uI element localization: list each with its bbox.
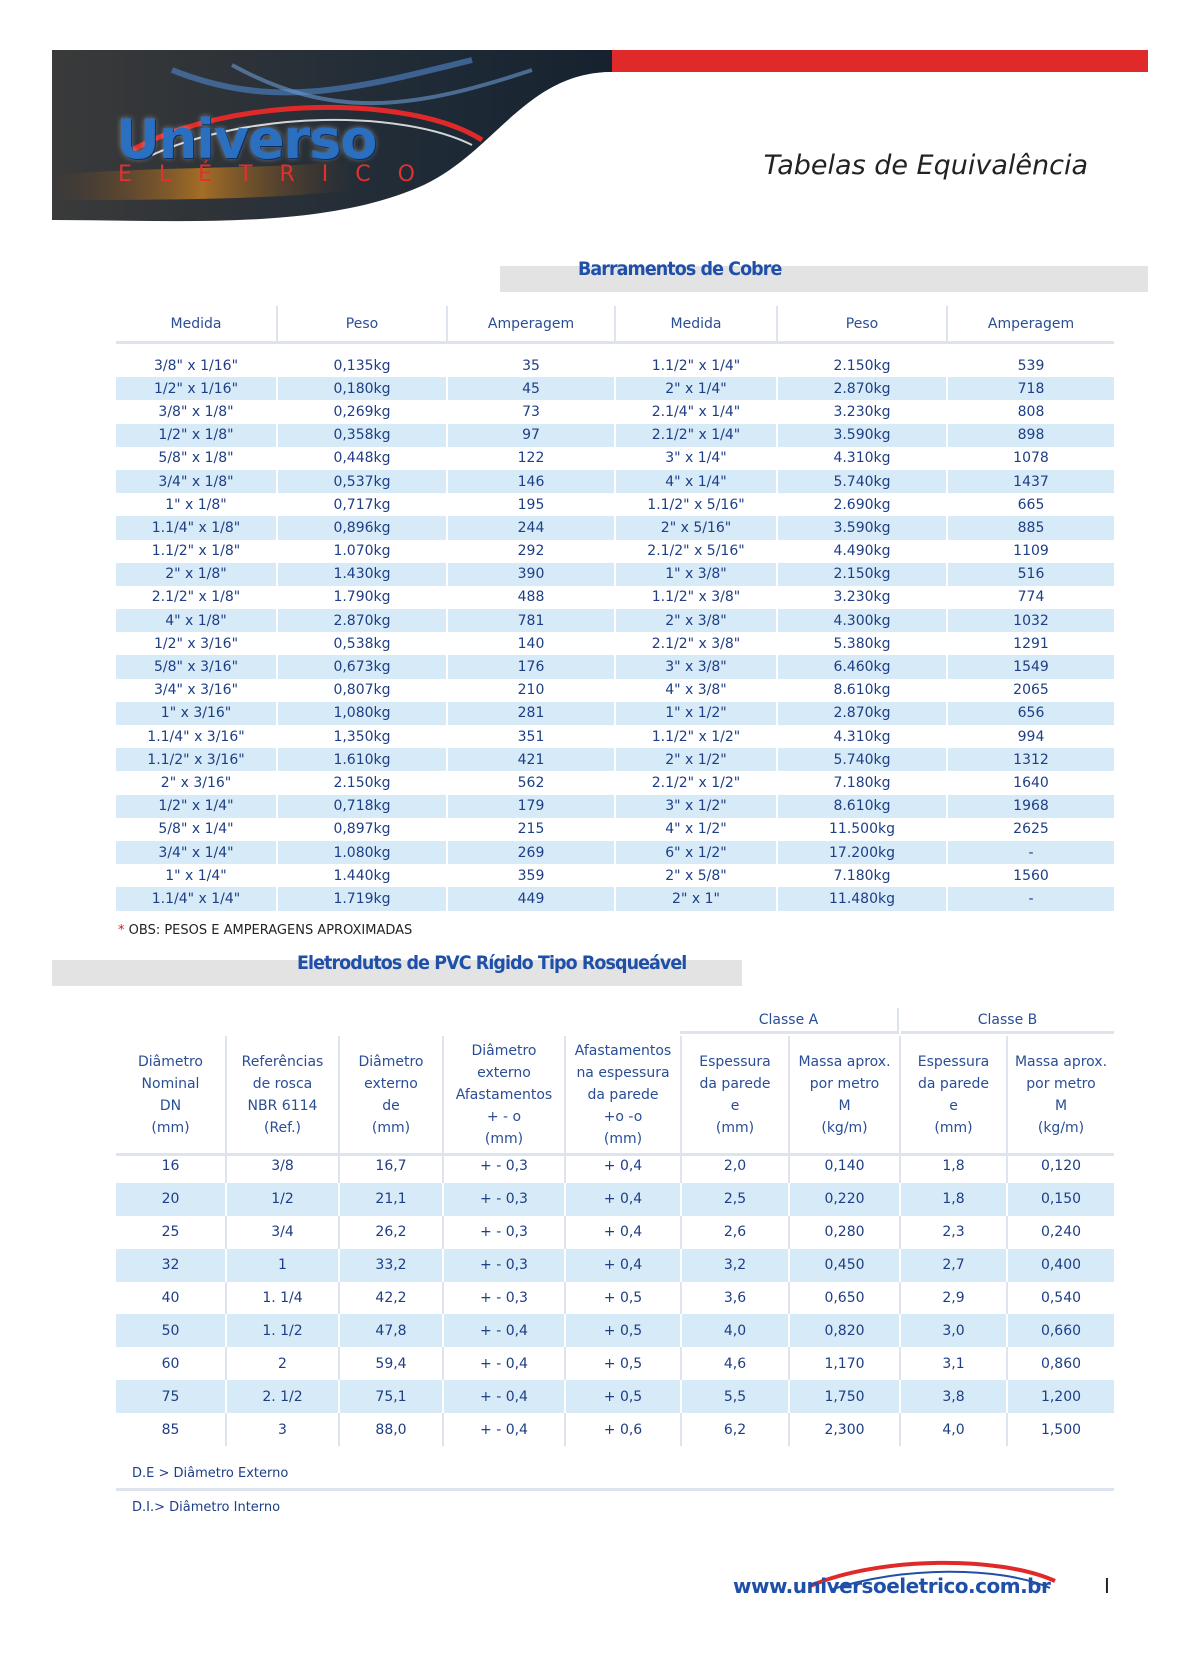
table-cell: 1" x 3/16" xyxy=(116,702,278,725)
header-cell: Amperagem xyxy=(448,306,616,341)
table-cell: 0,718kg xyxy=(278,795,448,818)
table-cell: 2.870kg xyxy=(278,609,448,632)
table-cell: 390 xyxy=(448,563,616,586)
table-cell: 140 xyxy=(448,632,616,655)
table-cell: 4.310kg xyxy=(778,447,948,470)
table-cell: 4.310kg xyxy=(778,725,948,748)
table-cell: 59,4 xyxy=(340,1347,444,1380)
table-row xyxy=(116,1347,1114,1380)
table-cell: 11.480kg xyxy=(778,887,948,910)
note-di: D.I.> Diâmetro Interno xyxy=(132,1500,281,1515)
table-cell: 994 xyxy=(1017,728,1045,745)
table-row xyxy=(116,516,1114,539)
table-cell: 2" x 1/8" xyxy=(116,563,278,586)
table-cell: 2.1/2" x 1/2" xyxy=(616,771,778,794)
table-cell: 1/2" x 1/8" xyxy=(116,424,278,447)
table-cell: 0,140 xyxy=(790,1150,901,1183)
table-cell: 21,1 xyxy=(340,1183,444,1216)
header-cell: Referências de rosca NBR 6114 (Ref.) xyxy=(227,1036,340,1153)
table-cell: 3,1 xyxy=(901,1347,1008,1380)
table-cell: 40 xyxy=(116,1282,227,1315)
table-cell: 516 xyxy=(1017,566,1045,583)
table-cell: 6.460kg xyxy=(778,655,948,678)
table-cell: 1/2" x 1/4" xyxy=(116,795,278,818)
table-cell: + - 0,3 xyxy=(444,1249,566,1282)
table-cell: 2. 1/2 xyxy=(227,1380,340,1413)
table-cell: 1.790kg xyxy=(278,586,448,609)
table-cell: 1.1/2" x 3/16" xyxy=(116,748,278,771)
table-cell: 3/4" x 3/16" xyxy=(116,679,278,702)
table-cell: 2.1/2" x 3/8" xyxy=(616,632,778,655)
table-cell: 2.150kg xyxy=(778,563,948,586)
table-cell: 2.1/4" x 1/4" xyxy=(616,400,778,423)
table-cell: 4.300kg xyxy=(778,609,948,632)
table-cell: 2,9 xyxy=(901,1282,1008,1315)
table-cell: 1.070kg xyxy=(278,540,448,563)
table-cell: + - 0,3 xyxy=(444,1216,566,1249)
table-cell: 1,170 xyxy=(790,1347,901,1380)
table-row xyxy=(116,609,1114,632)
table-cell: 1 xyxy=(227,1249,340,1282)
table-cell: 1437 xyxy=(1013,473,1049,490)
table-cell: 281 xyxy=(448,702,616,725)
table-row xyxy=(116,1282,1114,1315)
table-row xyxy=(116,841,1114,864)
table-cell: 16,7 xyxy=(340,1150,444,1183)
table-cell: 25 xyxy=(116,1216,227,1249)
table-cell: 0,240 xyxy=(1040,1224,1082,1241)
table-cell: + 0,6 xyxy=(566,1413,682,1446)
table-cell: 0,358kg xyxy=(278,424,448,447)
table-cell: 244 xyxy=(448,516,616,539)
table-cell: 5/8" x 1/4" xyxy=(116,818,278,841)
table-cell: 2625 xyxy=(1013,821,1049,838)
website-link[interactable]: www.universoeletrico.com.br xyxy=(733,1574,1051,1598)
table-cell: 1.1/4" x 1/8" xyxy=(116,516,278,539)
table-cell: 122 xyxy=(448,447,616,470)
table-cell: 2" x 3/8" xyxy=(616,609,778,632)
obs-asterisk: * xyxy=(118,923,125,938)
table-cell: 4" x 1/2" xyxy=(616,818,778,841)
table-cell: 210 xyxy=(448,679,616,702)
table-cell: 421 xyxy=(448,748,616,771)
table-row xyxy=(116,586,1114,609)
table-row xyxy=(116,1183,1114,1216)
table-cell: 33,2 xyxy=(340,1249,444,1282)
page-title: Tabelas de Equivalência xyxy=(763,150,1088,181)
table-cell: 5.380kg xyxy=(778,632,948,655)
table-cell: 539 xyxy=(1017,357,1045,374)
table-cell: + 0,5 xyxy=(566,1347,682,1380)
table-cell: 1.1/2" x 1/8" xyxy=(116,540,278,563)
table-cell: 2065 xyxy=(1013,682,1049,699)
copper-busbar-table xyxy=(116,306,1114,911)
table-cell: 1.1/2" x 1/2" xyxy=(616,725,778,748)
table-cell: 16 xyxy=(116,1150,227,1183)
section1-title: Barramentos de Cobre xyxy=(578,258,782,280)
table-row xyxy=(116,818,1114,841)
table-cell: 1,350kg xyxy=(278,725,448,748)
table-cell: 2,300 xyxy=(790,1413,901,1446)
table-cell: 7.180kg xyxy=(778,864,948,887)
table-cell: 32 xyxy=(116,1249,227,1282)
table-cell: 215 xyxy=(448,818,616,841)
header-cell: Peso xyxy=(778,306,948,341)
table-cell: 7.180kg xyxy=(778,771,948,794)
table-cell: 0,650 xyxy=(790,1282,901,1315)
table-cell: 1109 xyxy=(1013,543,1049,560)
table-cell: 8.610kg xyxy=(778,679,948,702)
table-cell: 3/4" x 1/4" xyxy=(116,841,278,864)
table-cell: - xyxy=(1028,844,1034,861)
table-cell: 2" x 1/2" xyxy=(616,748,778,771)
table-row xyxy=(116,563,1114,586)
table-cell: 4,0 xyxy=(682,1314,790,1347)
header-cell: Medida xyxy=(616,306,778,341)
table-cell: 1640 xyxy=(1013,774,1049,791)
table-cell: 1.1/2" x 3/8" xyxy=(616,586,778,609)
table-cell: 4" x 3/8" xyxy=(616,679,778,702)
table-cell: 4" x 1/4" xyxy=(616,470,778,493)
table-cell: 1.610kg xyxy=(278,748,448,771)
table-cell: 0,450 xyxy=(790,1249,901,1282)
table-row xyxy=(116,400,1114,423)
table-cell: 1,8 xyxy=(901,1183,1008,1216)
table-row xyxy=(116,887,1114,910)
table-cell: 1. 1/2 xyxy=(227,1314,340,1347)
table-cell: 0,448kg xyxy=(278,447,448,470)
table-cell: 5/8" x 1/8" xyxy=(116,447,278,470)
table-cell: 2.1/2" x 1/8" xyxy=(116,586,278,609)
table-cell: 45 xyxy=(448,377,616,400)
table-row xyxy=(116,632,1114,655)
page-number: I xyxy=(1104,1574,1110,1598)
table-cell: 1" x 3/8" xyxy=(616,563,778,586)
table-cell: 42,2 xyxy=(340,1282,444,1315)
table-cell: 1.1/2" x 5/16" xyxy=(616,493,778,516)
table-cell: + 0,4 xyxy=(566,1183,682,1216)
table-cell: 195 xyxy=(448,493,616,516)
table-cell: 1032 xyxy=(1013,612,1049,629)
table-row xyxy=(116,354,1114,377)
table-cell: 88,0 xyxy=(340,1413,444,1446)
table-cell: 1312 xyxy=(1013,751,1049,768)
table-cell: 4" x 1/8" xyxy=(116,609,278,632)
table-body xyxy=(116,1150,1114,1446)
table-cell: 3/8" x 1/16" xyxy=(116,354,278,377)
table-cell: 5,5 xyxy=(682,1380,790,1413)
table-cell: 0,820 xyxy=(790,1314,901,1347)
table-row xyxy=(116,1380,1114,1413)
table-cell: 449 xyxy=(448,887,616,910)
table-cell: 73 xyxy=(448,400,616,423)
table-cell: 1/2" x 3/16" xyxy=(116,632,278,655)
table-cell: 2" x 3/16" xyxy=(116,771,278,794)
table-cell: 50 xyxy=(116,1314,227,1347)
table-cell: 3.230kg xyxy=(778,400,948,423)
table-cell: 0,150 xyxy=(1040,1191,1082,1208)
header-cell: Massa aprox. por metro M (kg/m) xyxy=(790,1036,901,1153)
table-cell: 3.230kg xyxy=(778,586,948,609)
table-cell: 808 xyxy=(1017,403,1045,420)
table-row xyxy=(116,679,1114,702)
table-cell: 3 xyxy=(227,1413,340,1446)
table-cell: 1.1/2" x 1/4" xyxy=(616,354,778,377)
table-cell: 656 xyxy=(1017,705,1045,722)
table-cell: 3/4" x 1/8" xyxy=(116,470,278,493)
table-body xyxy=(116,354,1114,911)
table-cell: 1291 xyxy=(1013,635,1049,652)
header-cell: Diâmetro externo Afastamentos + - o (mm) xyxy=(444,1036,566,1153)
table-cell: + 0,5 xyxy=(566,1380,682,1413)
table-row xyxy=(116,771,1114,794)
table-cell: 3,8 xyxy=(901,1380,1008,1413)
table-cell: 488 xyxy=(448,586,616,609)
group-header-classe-b: Classe B xyxy=(901,1008,1114,1034)
table-cell: 2,5 xyxy=(682,1183,790,1216)
header-cell: Espessura da parede e (mm) xyxy=(901,1036,1008,1153)
table-cell: 6,2 xyxy=(682,1413,790,1446)
table-cell: 1560 xyxy=(1013,867,1049,884)
table-cell: 1968 xyxy=(1013,798,1049,815)
table-row xyxy=(116,702,1114,725)
obs-note xyxy=(118,923,412,938)
table-row xyxy=(116,795,1114,818)
table-cell: 1549 xyxy=(1013,659,1049,676)
table-cell: 3.590kg xyxy=(778,516,948,539)
header-cell: Diâmetro Nominal DN (mm) xyxy=(116,1036,227,1153)
table-cell: + 0,4 xyxy=(566,1249,682,1282)
table-cell: 2.150kg xyxy=(278,771,448,794)
table-cell: + 0,5 xyxy=(566,1282,682,1315)
table-cell: 1,080kg xyxy=(278,702,448,725)
table-cell: 1" x 1/2" xyxy=(616,702,778,725)
table-cell: 5.740kg xyxy=(778,748,948,771)
table-cell: 3" x 3/8" xyxy=(616,655,778,678)
table-cell: 26,2 xyxy=(340,1216,444,1249)
table-cell: 4,0 xyxy=(901,1413,1008,1446)
table-cell: 898 xyxy=(1017,427,1045,444)
table-cell: 3.590kg xyxy=(778,424,948,447)
table-row xyxy=(116,725,1114,748)
table-cell: 0,120 xyxy=(1040,1158,1082,1175)
table-row xyxy=(116,1216,1114,1249)
table-cell: 47,8 xyxy=(340,1314,444,1347)
table-cell: 1" x 1/4" xyxy=(116,864,278,887)
table-cell: 17.200kg xyxy=(778,841,948,864)
table-row xyxy=(116,1314,1114,1347)
table-cell: 1.440kg xyxy=(278,864,448,887)
table-cell: 1/2 xyxy=(227,1183,340,1216)
table-cell: 0,660 xyxy=(1040,1322,1082,1339)
header-cell: Diâmetro externo de (mm) xyxy=(340,1036,444,1153)
table-cell: 5/8" x 3/16" xyxy=(116,655,278,678)
table-cell: + - 0,3 xyxy=(444,1282,566,1315)
table-cell: 2.150kg xyxy=(778,354,948,377)
table-cell: 60 xyxy=(116,1347,227,1380)
table-cell: 0,135kg xyxy=(278,354,448,377)
table-row xyxy=(116,748,1114,771)
header-cell: Peso xyxy=(278,306,448,341)
table-cell: 75 xyxy=(116,1380,227,1413)
table-row xyxy=(116,1413,1114,1446)
section2-title: Eletrodutos de PVC Rígido Tipo Rosqueável xyxy=(297,952,687,974)
table-row xyxy=(116,424,1114,447)
table-cell: 269 xyxy=(448,841,616,864)
table-row xyxy=(116,540,1114,563)
table-row xyxy=(116,470,1114,493)
table-cell: 3" x 1/2" xyxy=(616,795,778,818)
table-cell: 1078 xyxy=(1013,450,1049,467)
table-cell: 1.1/4" x 3/16" xyxy=(116,725,278,748)
table-cell: + - 0,4 xyxy=(444,1380,566,1413)
table-cell: 292 xyxy=(448,540,616,563)
table-cell: 20 xyxy=(116,1183,227,1216)
table-cell: 2" x 5/16" xyxy=(616,516,778,539)
table-cell: 2.690kg xyxy=(778,493,948,516)
table-cell: 718 xyxy=(1017,380,1045,397)
table-row xyxy=(116,1150,1114,1183)
table-row xyxy=(116,1249,1114,1282)
table-cell: 1,200 xyxy=(1040,1388,1082,1405)
table-cell: 11.500kg xyxy=(778,818,948,841)
table-row xyxy=(116,864,1114,887)
table-cell: 0,220 xyxy=(790,1183,901,1216)
table-cell: - xyxy=(1028,890,1034,907)
table-cell: 0,860 xyxy=(1040,1355,1082,1372)
header-cell: Medida xyxy=(116,306,278,341)
table-cell: 1.1/4" x 1/4" xyxy=(116,887,278,910)
table-row xyxy=(116,377,1114,400)
table-cell: 1.080kg xyxy=(278,841,448,864)
table-cell: 2,6 xyxy=(682,1216,790,1249)
notes xyxy=(116,1458,1114,1524)
table-cell: 3,0 xyxy=(901,1314,1008,1347)
table-cell: 0,673kg xyxy=(278,655,448,678)
table-cell: 2,7 xyxy=(901,1249,1008,1282)
table-cell: 75,1 xyxy=(340,1380,444,1413)
table-cell: 2,3 xyxy=(901,1216,1008,1249)
table-cell: 2,0 xyxy=(682,1150,790,1183)
table-cell: 2.870kg xyxy=(778,702,948,725)
table-cell: 176 xyxy=(448,655,616,678)
table-cell: 6" x 1/2" xyxy=(616,841,778,864)
header-cell: Espessura da parede e (mm) xyxy=(682,1036,790,1153)
table-cell: 0,717kg xyxy=(278,493,448,516)
table-cell: 2.1/2" x 5/16" xyxy=(616,540,778,563)
table-cell: 562 xyxy=(448,771,616,794)
table-cell: + - 0,4 xyxy=(444,1347,566,1380)
table-cell: 0,180kg xyxy=(278,377,448,400)
table-cell: 351 xyxy=(448,725,616,748)
table-cell: + 0,5 xyxy=(566,1314,682,1347)
table-cell: 1,750 xyxy=(790,1380,901,1413)
header-cell: Amperagem xyxy=(987,315,1075,332)
group-header-classe-a: Classe A xyxy=(680,1008,899,1034)
table-cell: 97 xyxy=(448,424,616,447)
table-cell: 0,807kg xyxy=(278,679,448,702)
brand-subtitle: ELÉTRICO xyxy=(118,162,442,187)
table-cell: 3" x 1/4" xyxy=(616,447,778,470)
table-cell: 35 xyxy=(448,354,616,377)
table-header xyxy=(116,306,1114,344)
table-cell: 2" x 1/4" xyxy=(616,377,778,400)
table-cell: 0,896kg xyxy=(278,516,448,539)
header-cell: Massa aprox. por metro M (kg/m) xyxy=(1014,1053,1108,1136)
table-cell: 0,540 xyxy=(1040,1290,1082,1306)
obs-text: OBS: PESOS E AMPERAGENS APROXIMADAS xyxy=(128,923,413,938)
table-cell: + 0,4 xyxy=(566,1150,682,1183)
table-cell: 1,8 xyxy=(901,1150,1008,1183)
table-cell: 1" x 1/8" xyxy=(116,493,278,516)
table-cell: 146 xyxy=(448,470,616,493)
table-cell: 8.610kg xyxy=(778,795,948,818)
table-cell: 2" x 5/8" xyxy=(616,864,778,887)
table-cell: 774 xyxy=(1017,589,1045,606)
table-cell: 4.490kg xyxy=(778,540,948,563)
table-cell: 2.870kg xyxy=(778,377,948,400)
table-cell: 665 xyxy=(1017,496,1045,513)
table-row xyxy=(116,447,1114,470)
table-cell: 1.430kg xyxy=(278,563,448,586)
page-header xyxy=(52,50,1148,240)
table-cell: + - 0,3 xyxy=(444,1183,566,1216)
table-cell: 1.719kg xyxy=(278,887,448,910)
table-cell: 0,538kg xyxy=(278,632,448,655)
header-cell: Afastamentos na espessura da parede +o -o (mm) xyxy=(566,1036,682,1153)
table-cell: 359 xyxy=(448,864,616,887)
table-cell: 781 xyxy=(448,609,616,632)
table-cell: 2" x 1" xyxy=(616,887,778,910)
table-cell: + - 0,4 xyxy=(444,1413,566,1446)
table-cell: + - 0,3 xyxy=(444,1150,566,1183)
table-cell: 3/8 xyxy=(227,1150,340,1183)
table-cell: 179 xyxy=(448,795,616,818)
table-cell: 1. 1/4 xyxy=(227,1282,340,1315)
table-cell: 0,400 xyxy=(1040,1257,1082,1274)
table-cell: 4,6 xyxy=(682,1347,790,1380)
table-cell: 5.740kg xyxy=(778,470,948,493)
table-cell: + 0,4 xyxy=(566,1216,682,1249)
table-cell: 1/2" x 1/16" xyxy=(116,377,278,400)
table-cell: 1,500 xyxy=(1040,1421,1082,1438)
table-cell: 2.1/2" x 1/4" xyxy=(616,424,778,447)
table-row xyxy=(116,493,1114,516)
note-de: D.E > Diâmetro Externo xyxy=(116,1458,1114,1491)
table-cell: + - 0,4 xyxy=(444,1314,566,1347)
table-cell: 0,269kg xyxy=(278,400,448,423)
table-cell: 0,280 xyxy=(790,1216,901,1249)
table-cell: 3/4 xyxy=(227,1216,340,1249)
table-row xyxy=(116,655,1114,678)
table-cell: 0,897kg xyxy=(278,818,448,841)
table-cell: 3/8" x 1/8" xyxy=(116,400,278,423)
table-cell: 885 xyxy=(1017,519,1045,536)
table-cell: 85 xyxy=(116,1413,227,1446)
table-cell: 0,537kg xyxy=(278,470,448,493)
table-cell: 2 xyxy=(227,1347,340,1380)
table-cell: 3,2 xyxy=(682,1249,790,1282)
brand-logo: Universo xyxy=(116,108,377,171)
table-header xyxy=(116,1036,1114,1156)
table-cell: 3,6 xyxy=(682,1282,790,1315)
